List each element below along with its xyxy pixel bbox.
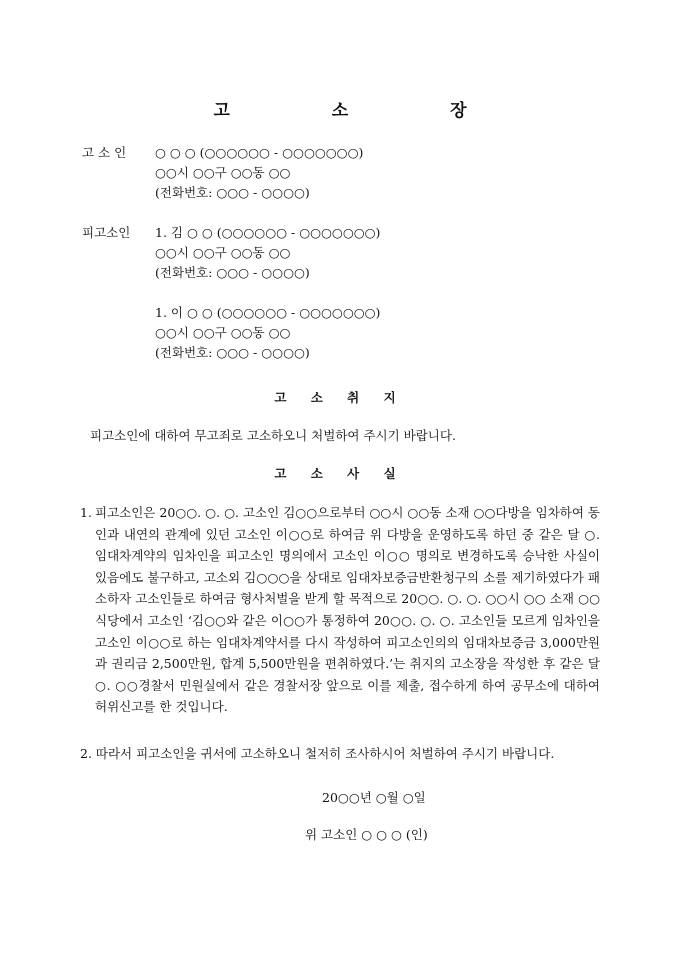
accused-1-address: ○○시 ○○구 ○○동 ○○ bbox=[155, 245, 291, 260]
facts-heading-text: 고 소 사 실 bbox=[274, 466, 406, 481]
complainant-phone: (전화번호: ○○○ - ○○○○) bbox=[155, 185, 310, 200]
facts-item-1 bbox=[80, 502, 600, 718]
purpose-text: 피고소인에 대하여 무고죄로 고소하오니 처벌하여 주시기 바랍니다. bbox=[90, 428, 456, 443]
document-date: 20○○년 ○월 ○일 bbox=[322, 790, 426, 805]
accused-2-address: ○○시 ○○구 ○○동 ○○ bbox=[155, 325, 291, 340]
facts-item-1-number: 1. bbox=[80, 505, 92, 520]
complainant-name-id: ○ ○ ○ (○○○○○○ - ○○○○○○○) bbox=[155, 145, 364, 160]
document-title: 고 소 장 bbox=[213, 101, 515, 121]
accused-label: 피고소인 bbox=[82, 225, 131, 240]
complainant-details bbox=[155, 143, 363, 203]
accused-1-phone: (전화번호: ○○○ - ○○○○) bbox=[155, 265, 310, 280]
complainant-label: 고 소 인 bbox=[82, 145, 127, 160]
accused-2-phone: (전화번호: ○○○ - ○○○○) bbox=[155, 345, 310, 360]
accused-2-details bbox=[155, 303, 380, 363]
purpose-heading-text: 고 소 취 지 bbox=[274, 390, 406, 405]
signature-line: 위 고소인 ○ ○ ○ (인) bbox=[305, 827, 428, 842]
accused-2-name-id: 1. 이 ○ ○ (○○○○○○ - ○○○○○○○) bbox=[155, 305, 381, 320]
accused-1-details bbox=[155, 223, 380, 283]
complainant-address: ○○시 ○○구 ○○동 ○○ bbox=[155, 165, 291, 180]
facts-item-1-text: 피고소인은 20○○. ○. ○. 고소인 김○○으로부터 ○○시 ○○동 소재 ○○다방을 임차하여 동인과 내연의 관계에 있던 고소인 이○○로 하여금 위 다방을 운영하도록 하던 중 같은 달 ○. 임대차계약의 임차인을 피고소인 명의에서 고소인 이○○ 명의로 변경하도록 승낙한 사실이 있음에도 불구하고, 고소외 김○○○을 상대로 임대차보증금반환청구의 소를 제기하였다가 패소하자 고소인들로 하여금 형사처벌을 받게 할 목적으로 20○○. ○. ○. ○○시 ○○ 소재 ○○식당에서 고소인 ‘김○○와 같은 이○○가 통정하여 20○○. ○. ○. 고소인들 모르게 임차인을 고소인 이○○로 하는 임대차계약서를 다시 작성하여 피고소인의의 임대차보증금 3,000만원과 권리금 2,500만원, 합계 5,500만원을 편취하였다.’는 취지의 고소장을 작성한 후 같은 달 ○. ○○경찰서 민원실에서 같은 경찰서장 앞으로 이를 제출, 접수하게 하여 공무소에 대하여 허위신고를 한 것입니다. bbox=[95, 505, 600, 715]
accused-1-name-id: 1. 김 ○ ○ (○○○○○○ - ○○○○○○○) bbox=[155, 225, 381, 240]
purpose-heading bbox=[0, 388, 680, 406]
facts-item-2: 2. 따라서 피고소인을 귀서에 고소하오니 철저히 조사하시어 처벌하여 주시기 바랍니다. bbox=[80, 746, 555, 761]
facts-heading bbox=[0, 464, 680, 482]
